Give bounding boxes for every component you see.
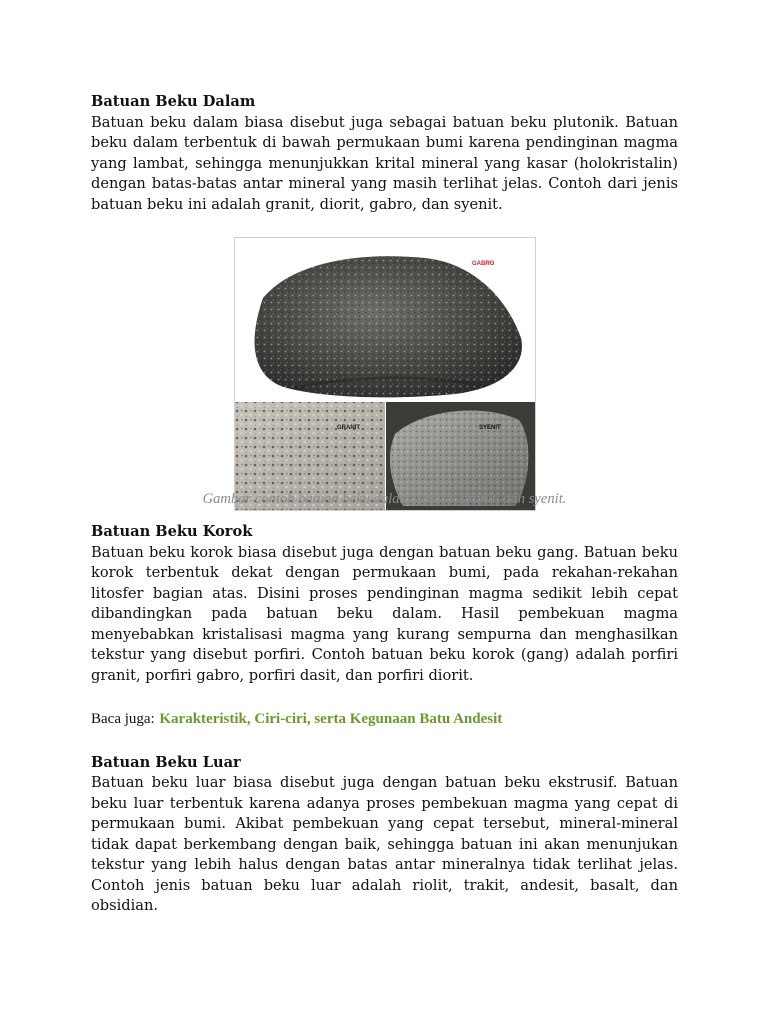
baca-juga-link[interactable]: Karakteristik, Ciri-ciri, serta Kegunaan Batu Andesit <box>159 711 503 727</box>
rock-photo <box>234 237 536 511</box>
section-batuan-beku-dalam <box>91 92 678 215</box>
rock-figure <box>91 215 678 522</box>
syenit-label: SYENIT <box>479 425 501 431</box>
section-batuan-beku-luar <box>91 753 678 917</box>
document-content <box>91 92 678 917</box>
heading-batuan-beku-dalam: Batuan Beku Dalam <box>91 93 256 110</box>
baca-juga-line <box>91 709 678 730</box>
spacer <box>91 686 678 709</box>
paragraph-batuan-beku-luar: Batuan beku luar biasa disebut juga dengan batuan beku ekstrusif. Batuan beku luar terbentuk karena adanya proses pembekuan magma yang cepat di permukaan bumi. Akibat pembekuan yang cepat tersebut, mineral-mineral tidak dapat berkembang dengan baik, sehingga batuan ini akan menunjukan tekstur yang lebih halus dengan batas antar mineralnya tidak terlihat jelas. Contoh jenis batuan beku luar adalah riolit, trakit, andesit, basalt, dan obsidian. <box>91 774 678 914</box>
heading-batuan-beku-luar: Batuan Beku Luar <box>91 753 241 771</box>
section-batuan-beku-korok <box>91 522 678 686</box>
gabro-label: GABRO <box>472 261 495 267</box>
paragraph-batuan-beku-dalam: Batuan beku dalam biasa disebut juga sebagai batuan beku plutonik. Batuan beku dalam terbentuk di bawah permukaan bumi karena pendinginan magma yang lambat, sehingga menunjukkan krital mineral yang kasar (holokristalin) dengan batas-batas antar mineral yang masih terlihat jelas. Contoh dari jenis batuan beku ini adalah granit, diorit, gabro, dan syenit. <box>91 113 678 213</box>
baca-juga-label: Baca juga: <box>91 711 155 727</box>
heading-batuan-beku-korok: Batuan Beku Korok <box>91 523 253 540</box>
spacer <box>91 730 678 753</box>
figure-caption: Gambar contoh batuan beku dalam: gabro, granit, dan syenit. <box>202 491 567 507</box>
paragraph-batuan-beku-korok: Batuan beku korok biasa disebut juga dengan batuan beku gang. Batuan beku korok terbentuk dekat dengan permukaan bumi, pada rekahan-rekahan litosfer bagian atas. Disini proses pendinginan magma sedikit lebih cepat dibandingkan pada batuan beku dalam. Hasil pembekuan magma menyebabkan kristalisasi magma yang kurang sempurna dan menghasilkan tekstur yang disebut porfiri. Contoh batuan beku korok (gang) adalah porfiri granit, porfiri gabro, porfiri dasit, dan porfiri diorit. <box>91 543 678 684</box>
granit-label: GRANIT <box>337 425 360 431</box>
